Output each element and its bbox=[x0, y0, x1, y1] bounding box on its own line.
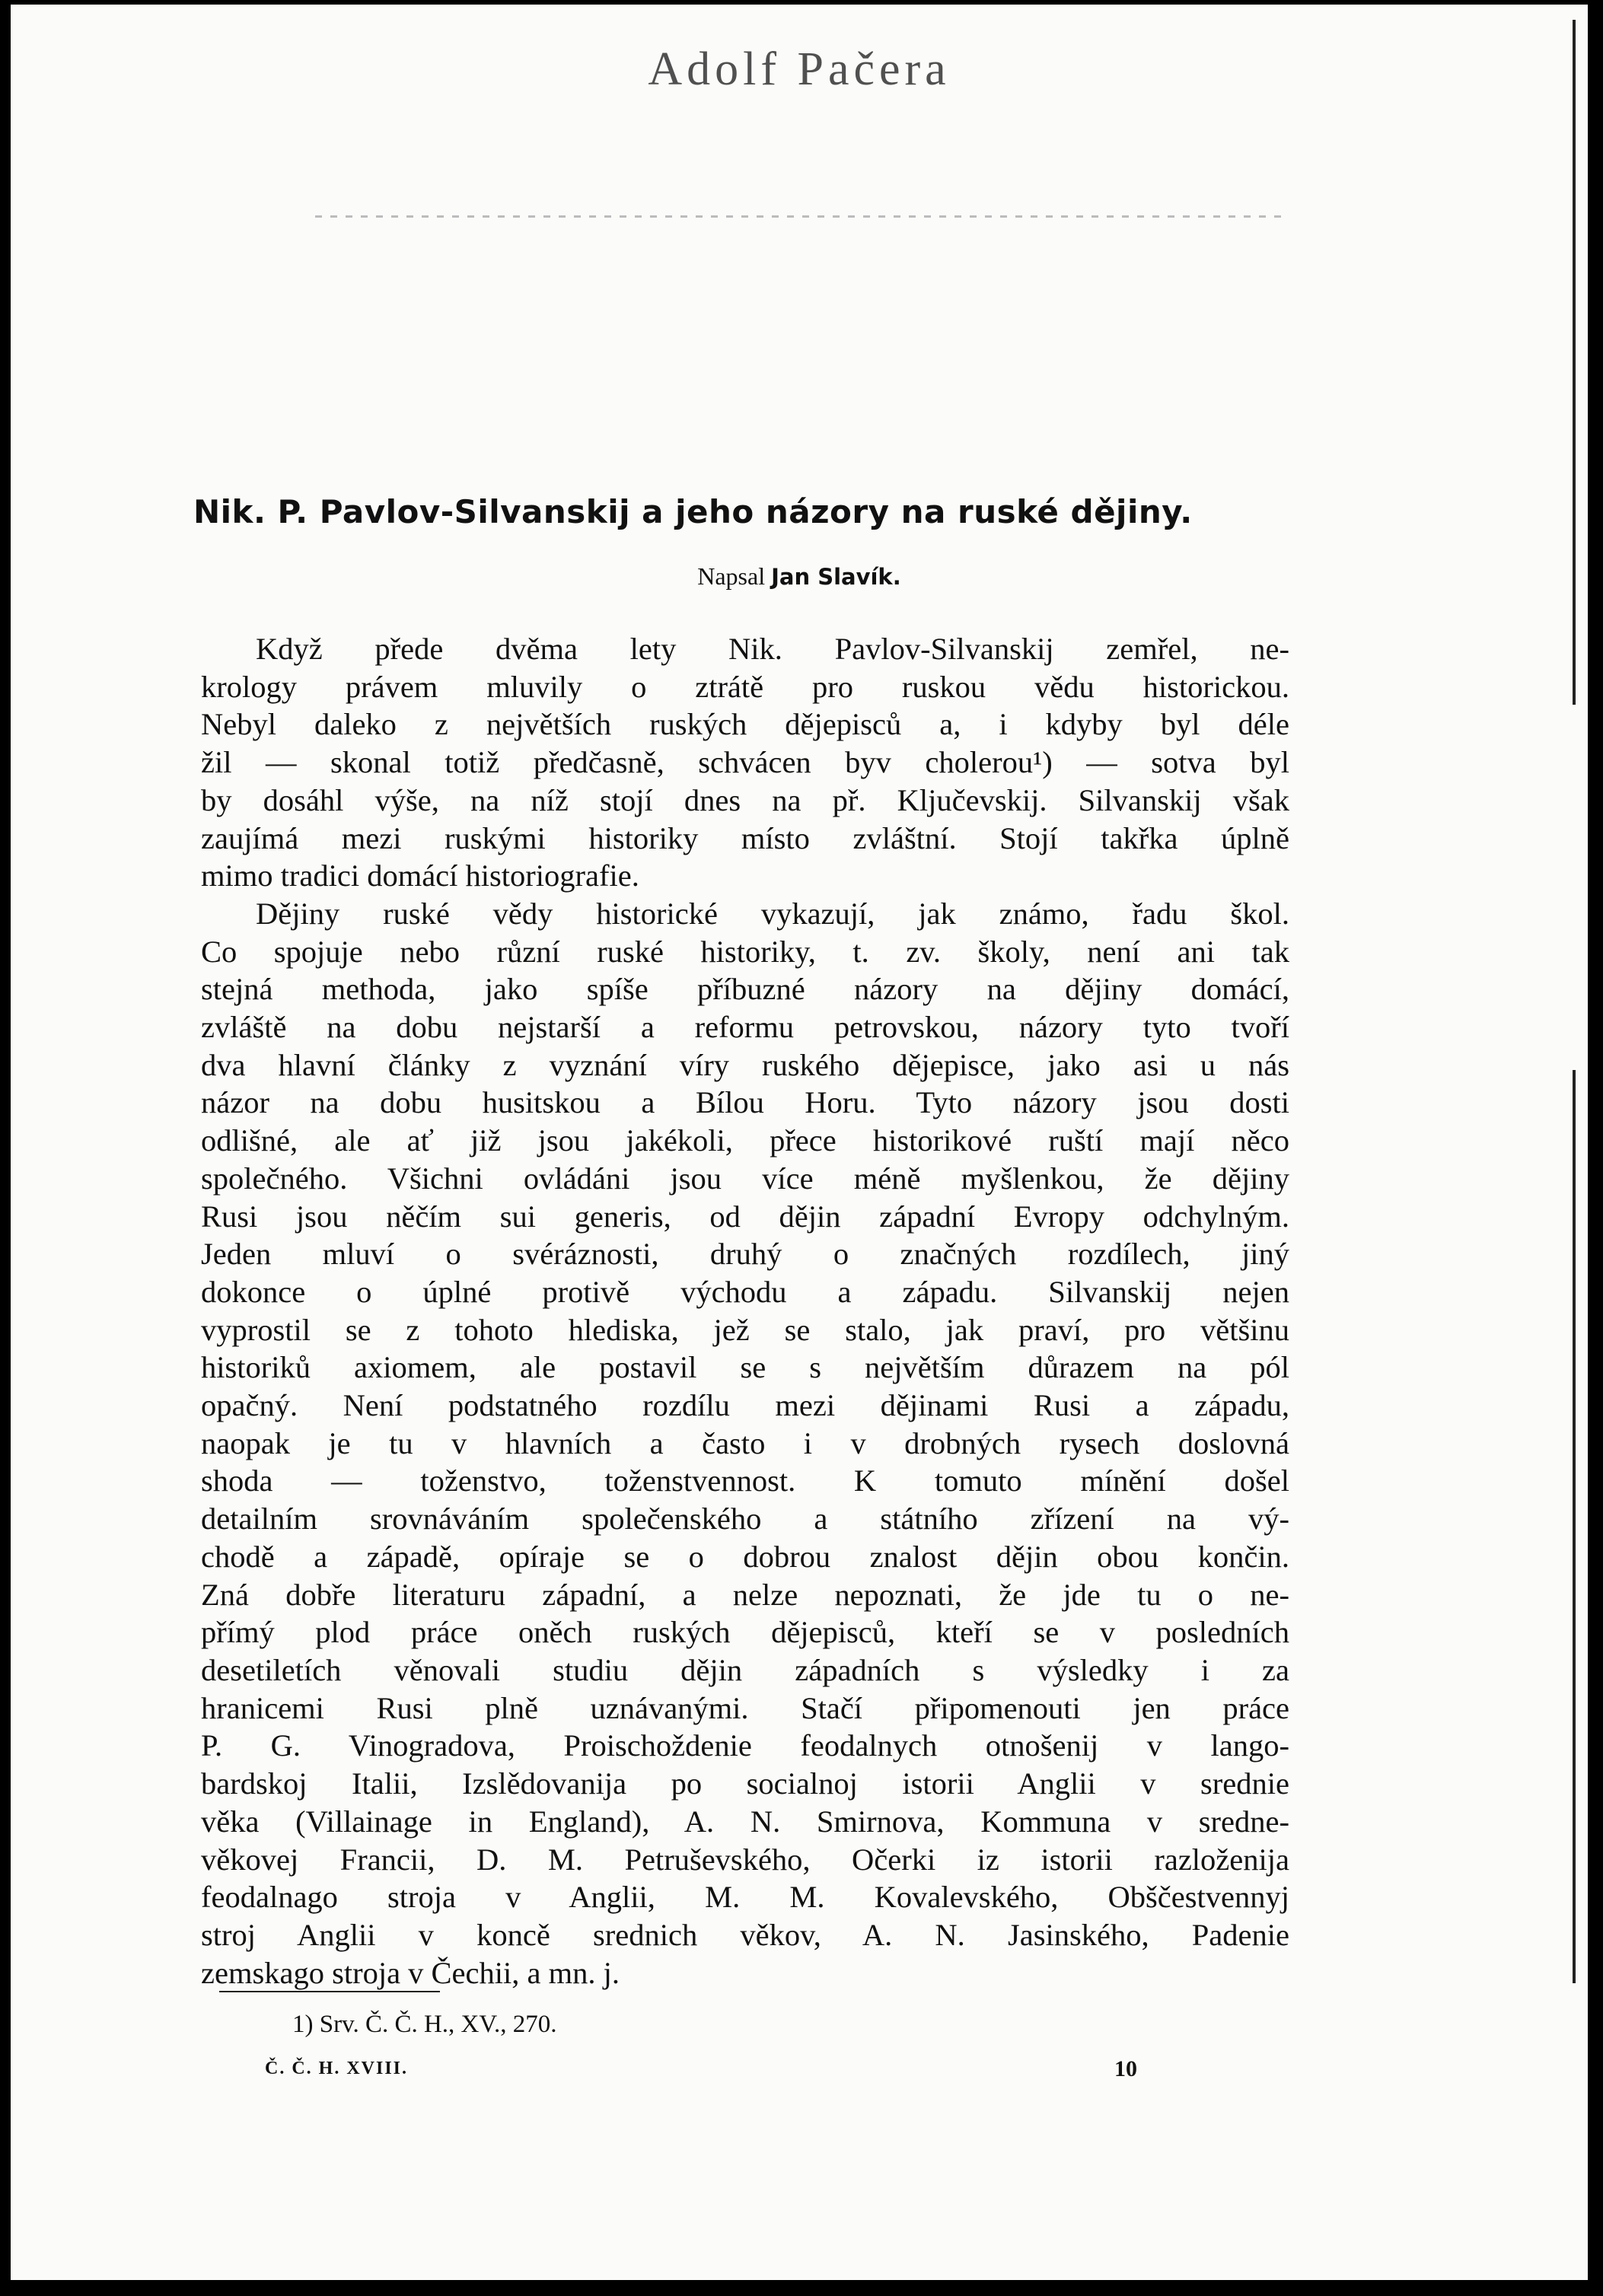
body-line: názor na dobu husitskou a Bílou Horu. Tyto názory jsou dosti bbox=[201, 1085, 1289, 1120]
body-line: společného. Všichni ovládáni jsou více méně myšlenkou, že dějiny bbox=[201, 1161, 1289, 1196]
byline-prefix: Napsal bbox=[697, 562, 766, 590]
document-page bbox=[11, 5, 1588, 2280]
body-line: Když přede dvěma lety Nik. Pavlov-Silvanskij zemřel, ne- bbox=[256, 632, 1289, 666]
body-line: shoda — toženstvo, toženstvennost. K tomuto mínění došel bbox=[201, 1463, 1289, 1498]
body-line: Co spojuje nebo různí ruské historiky, t. zv. školy, není ani tak bbox=[201, 934, 1289, 969]
body-line: historiků axiomem, ale postavil se s největším důrazem na pól bbox=[201, 1350, 1289, 1385]
body-line: Dějiny ruské vědy historické vykazují, jak známo, řadu škol. bbox=[256, 896, 1289, 931]
body-line: krology právem mluvily o ztrátě pro ruskou vědu historickou. bbox=[201, 669, 1289, 704]
owner-stamp: Adolf Pačera bbox=[648, 43, 951, 95]
body-line: přímý plod práce oněch ruských dějepisců, kteří se v posledních bbox=[201, 1615, 1289, 1650]
body-line: zvláště na dobu nejstarší a reformu petrovskou, názory tyto tvoří bbox=[201, 1010, 1289, 1045]
article-title: Nik. P. Pavlov-Silvanskij a jeho názory na ruské dějiny. bbox=[193, 493, 1193, 530]
body-line: stejná methoda, jako spíše příbuzné názory na dějiny domácí, bbox=[201, 972, 1289, 1007]
body-line: odlišné, ale ať již jsou jakékoli, přece historikové ruští mají něco bbox=[201, 1123, 1289, 1158]
footnote-mark: 1) bbox=[292, 2011, 314, 2038]
scan-edge-mark bbox=[1573, 1070, 1576, 1983]
footnote-rule bbox=[219, 1991, 440, 1992]
body-line: zaujímá mezi ruskými historiky místo zvláštní. Stojí takřka úplně bbox=[201, 820, 1289, 855]
body-line: žil — skonal totiž předčasně, schvácen byv cholerou¹) — sotva byl bbox=[201, 745, 1289, 780]
body-line: chodě a západě, opíraje se o dobrou znalost dějin obou končin. bbox=[201, 1539, 1289, 1574]
author-name: Jan Slavík. bbox=[771, 564, 901, 590]
body-line: bardskoj Italii, Izslědovanija po socialnoj istorii Anglii v srednie bbox=[201, 1766, 1289, 1801]
body-line: Jeden mluví o svéráznosti, druhý o značných rozdílech, jiný bbox=[201, 1237, 1289, 1272]
page-number: 10 bbox=[1114, 2056, 1137, 2081]
scan-edge-mark bbox=[1573, 20, 1576, 705]
body-line: by dosáhl výše, na níž stojí dnes na př. Ključevskij. Silvanskij však bbox=[201, 782, 1289, 817]
article-body bbox=[201, 630, 1289, 1992]
body-line: zemskago stroja v Čechii, a mn. j. bbox=[201, 1955, 620, 1990]
body-line: Zná dobře literaturu západní, a nelze nepoznati, že jde tu o ne- bbox=[201, 1577, 1289, 1612]
body-line: hranicemi Rusi plně uznávanými. Stačí připomenouti jen práce bbox=[201, 1690, 1289, 1725]
body-line: P. G. Vinogradova, Proischoždenie feodalnych otnošenij v lango- bbox=[201, 1728, 1289, 1763]
journal-signature: Č. Č. H. XVIII. bbox=[265, 2059, 409, 2078]
body-line: věka (Villainage in England), A. N. Smirnova, Kommuna v sredne- bbox=[201, 1804, 1289, 1839]
header-divider bbox=[315, 215, 1289, 218]
body-line: desetiletích věnovali studiu dějin západních s výsledky i za bbox=[201, 1652, 1289, 1687]
body-line: stroj Anglii v koncě srednich věkov, A. N. Jasinského, Padenie bbox=[201, 1917, 1289, 1952]
body-line: naopak je tu v hlavních a často i v drobných rysech doslovná bbox=[201, 1425, 1289, 1460]
body-line: věkovej Francii, D. M. Petruševského, Očerki iz istorii razloženija bbox=[201, 1842, 1289, 1877]
body-line: dokonce o úplné protivě východu a západu. Silvanskij nejen bbox=[201, 1274, 1289, 1309]
footnote-text: Srv. Č. Č. H., XV., 270. bbox=[319, 2011, 557, 2038]
body-line: Nebyl daleko z největších ruských dějepisců a, i kdyby byl déle bbox=[201, 707, 1289, 742]
body-line: mimo tradici domácí historiografie. bbox=[201, 858, 639, 893]
body-line: opačný. Není podstatného rozdílu mezi dějinami Rusi a západu, bbox=[201, 1388, 1289, 1423]
body-line: detailním srovnáváním společenského a státního zřízení na vý- bbox=[201, 1501, 1289, 1537]
footnote bbox=[292, 2011, 556, 2039]
body-line: dva hlavní články z vyznání víry ruského dějepisce, jako asi u nás bbox=[201, 1047, 1289, 1082]
article-byline bbox=[11, 562, 1588, 591]
body-line: Rusi jsou něčím sui generis, od dějin západní Evropy odchylným. bbox=[201, 1199, 1289, 1234]
body-line: feodalnago stroja v Anglii, M. M. Kovalevského, Obščestvennyj bbox=[201, 1880, 1289, 1915]
body-line: vyprostil se z tohoto hlediska, jež se stalo, jak praví, pro většinu bbox=[201, 1312, 1289, 1347]
